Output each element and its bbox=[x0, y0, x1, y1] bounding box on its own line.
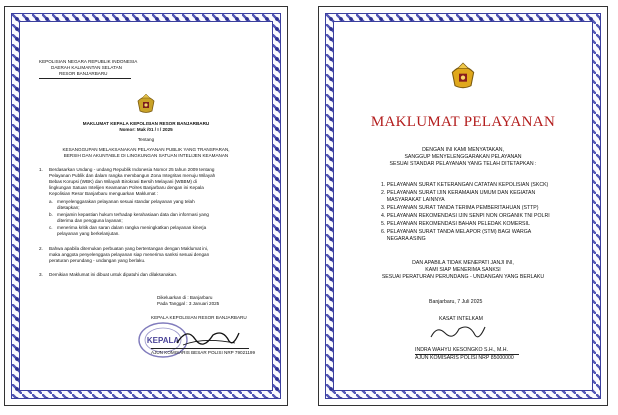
header-underline bbox=[39, 78, 131, 79]
subject-line-2: BERSIH DAN AKUNTABLE DI LINGKUNGAN SATUAN INTELIJEN KEAMANAN bbox=[63, 153, 229, 158]
signer-rank: AJUN KOMISARIS POLISI NRP 85000000 bbox=[415, 355, 514, 361]
service-item-6-cont: NEGARA ASING bbox=[381, 236, 426, 242]
police-emblem-icon bbox=[134, 91, 158, 115]
para3-line: Demikian Maklumat ini dibuat untuk dipatuhi dan dilaksanakan. bbox=[49, 272, 178, 277]
maklumat-title: MAKLUMAT PELAYANAN bbox=[370, 114, 556, 130]
signer-underline bbox=[151, 348, 249, 349]
header-line-1: KEPOLISIAN NEGARA REPUBLIK INDONESIA bbox=[39, 59, 138, 64]
police-emblem-icon bbox=[447, 59, 479, 91]
signer-rank: AJUN KOMISARIS BESAR POLISI NRP 79021199 bbox=[151, 350, 255, 355]
para2-line-1: Bahwa apabila ditemukan perbuatan yang bertentangan dengan Maklumat ini, bbox=[49, 246, 209, 251]
item-a-line-1: menyelenggarakan pelayanan sesuai standar pelayanan yang telah bbox=[57, 199, 195, 204]
para1-line-3: Bebas Korupsi (WBK) dan Wilayah Birokrasi Bersih Melayani (WBBM) di bbox=[49, 179, 197, 184]
item-b-line-2: diterima dan pengguna layanan; bbox=[57, 218, 123, 223]
maklumat-document-left bbox=[4, 6, 288, 406]
para2-line-2: maka anggota penyelenggara pelayanan siap menerima sanksi sesuai dengan bbox=[49, 252, 210, 257]
issued-place: Dikeluarkan di : Banjarbaru bbox=[157, 295, 213, 300]
sanction-line-2: KAMI SIAP MENERIMA SANKSI bbox=[425, 267, 501, 273]
item-c-line-2: pelayanan yang berkelanjutan. bbox=[57, 231, 120, 236]
item-c-line-1: menerima kritik dan saran dalam rangka meningkatkan pelayanan kinerja bbox=[57, 225, 207, 230]
service-item-6: 6. PELAYANAN SURAT TANDA MELAPOR (STM) BAGI WARGA bbox=[381, 229, 532, 235]
signature-scribble-icon bbox=[173, 325, 243, 349]
item-b-line-1: menjamin kepastian hukum terhadap kerahasiaan data dan informasi yang bbox=[57, 212, 209, 217]
sanction-line-3: SESUAI PERATURAN PERUNDANG - UNDANGAN YANG BERLAKU bbox=[381, 274, 545, 280]
sign-date: Banjarbaru, 7 Juli 2025 bbox=[429, 299, 483, 305]
service-item-5: 5. PELAYANAN REKOMENDASI BAHAN PELEDAK KOMERSIL bbox=[381, 221, 530, 227]
para-number-2: 2. bbox=[39, 246, 43, 251]
item-b-letter: b. bbox=[49, 212, 53, 217]
issued-date: Pada Tanggal : 3 Januari 2025 bbox=[157, 301, 220, 306]
signatory-title: KEPALA KEPOLISIAN RESOR BANJARBARU bbox=[151, 315, 247, 320]
intro-line-1: DENGAN INI KAMI MENYATAKAN, bbox=[422, 147, 504, 153]
stamp-text: KEPALA bbox=[146, 336, 180, 345]
item-a-letter: a. bbox=[49, 199, 53, 204]
service-item-4: 4. PELAYANAN REKOMENDASI IJIN SENPI NON ORGANIK TNI POLRI bbox=[381, 213, 550, 219]
item-a-line-2: ditetapkan; bbox=[57, 205, 80, 210]
para-number-1: 1. bbox=[39, 167, 43, 172]
para1-line-4: lingkungan Satuan Intelijen Keamanan Polres Banjarbaru dengan ini Kepala bbox=[49, 185, 204, 190]
intro-line-3: SESUAI STANDAR PELAYANAN YANG TELAH DITETAPKAN : bbox=[389, 161, 537, 167]
para1-line-5: Kepolisian Resor Banjarbaru menguarkan Maklumat : bbox=[49, 191, 159, 196]
para1-line-1: Berdasarkan Undang - undang Republik Indonesia Nomor 25 tahun 2009 tentang bbox=[49, 167, 215, 172]
header-line-3: RESOR BANJARBARU bbox=[59, 71, 108, 76]
signature-scribble-icon bbox=[427, 321, 487, 343]
service-item-3: 3. PELAYANAN SURAT TANDA TERIMA PEMBERITAHUAN (STTP) bbox=[381, 205, 539, 211]
para1-line-2: Pelayanan Publik dan dalam rangka membangun Zona Integritas menuju Wilayah bbox=[49, 173, 216, 178]
header-line-2: DAERAH KALIMANTAN SELATAN bbox=[51, 65, 122, 70]
document-title: MAKLUMAT KEPALA KEPOLISIAN RESOR BANJARBARU bbox=[82, 121, 210, 126]
intro-line-2: SANGGUP MENYELENGGARAKAN PELAYANAN bbox=[404, 154, 522, 160]
tentang-label: Tentang bbox=[137, 137, 155, 142]
sign-role: KASAT INTELKAM bbox=[439, 316, 483, 322]
item-c-letter: c. bbox=[49, 225, 53, 230]
para2-line-3: peraturan perundang - undangan yang berlaku. bbox=[49, 258, 146, 263]
service-item-2-cont: MASYARAKAT LAINNYA bbox=[381, 197, 445, 203]
service-item-1: 1. PELAYANAN SURAT KETERANGAN CATATAN KEPOLISIAN (SKCK) bbox=[381, 182, 549, 188]
signer-name: INDRA WAHYU KESONGKO S.H., M.H. bbox=[415, 347, 508, 353]
para-number-3: 3. bbox=[39, 272, 43, 277]
service-item-2: 2. PELAYANAN SURAT IJIN KERAMAIAN UMUM DAN KEGIATAN bbox=[381, 190, 536, 196]
sanction-line-1: DAN APABILA TIDAK MENEPATI JANJI INI, bbox=[412, 260, 514, 266]
document-number: Nomor: Mak /01 / I / 2025 bbox=[119, 127, 173, 132]
maklumat-pelayanan-document-right bbox=[318, 6, 608, 406]
subject-line-1: KESANGGUPAN MELAKSANAKAN PELAYANAN PUBLIK YANG TRANSPARAN, bbox=[62, 147, 230, 152]
